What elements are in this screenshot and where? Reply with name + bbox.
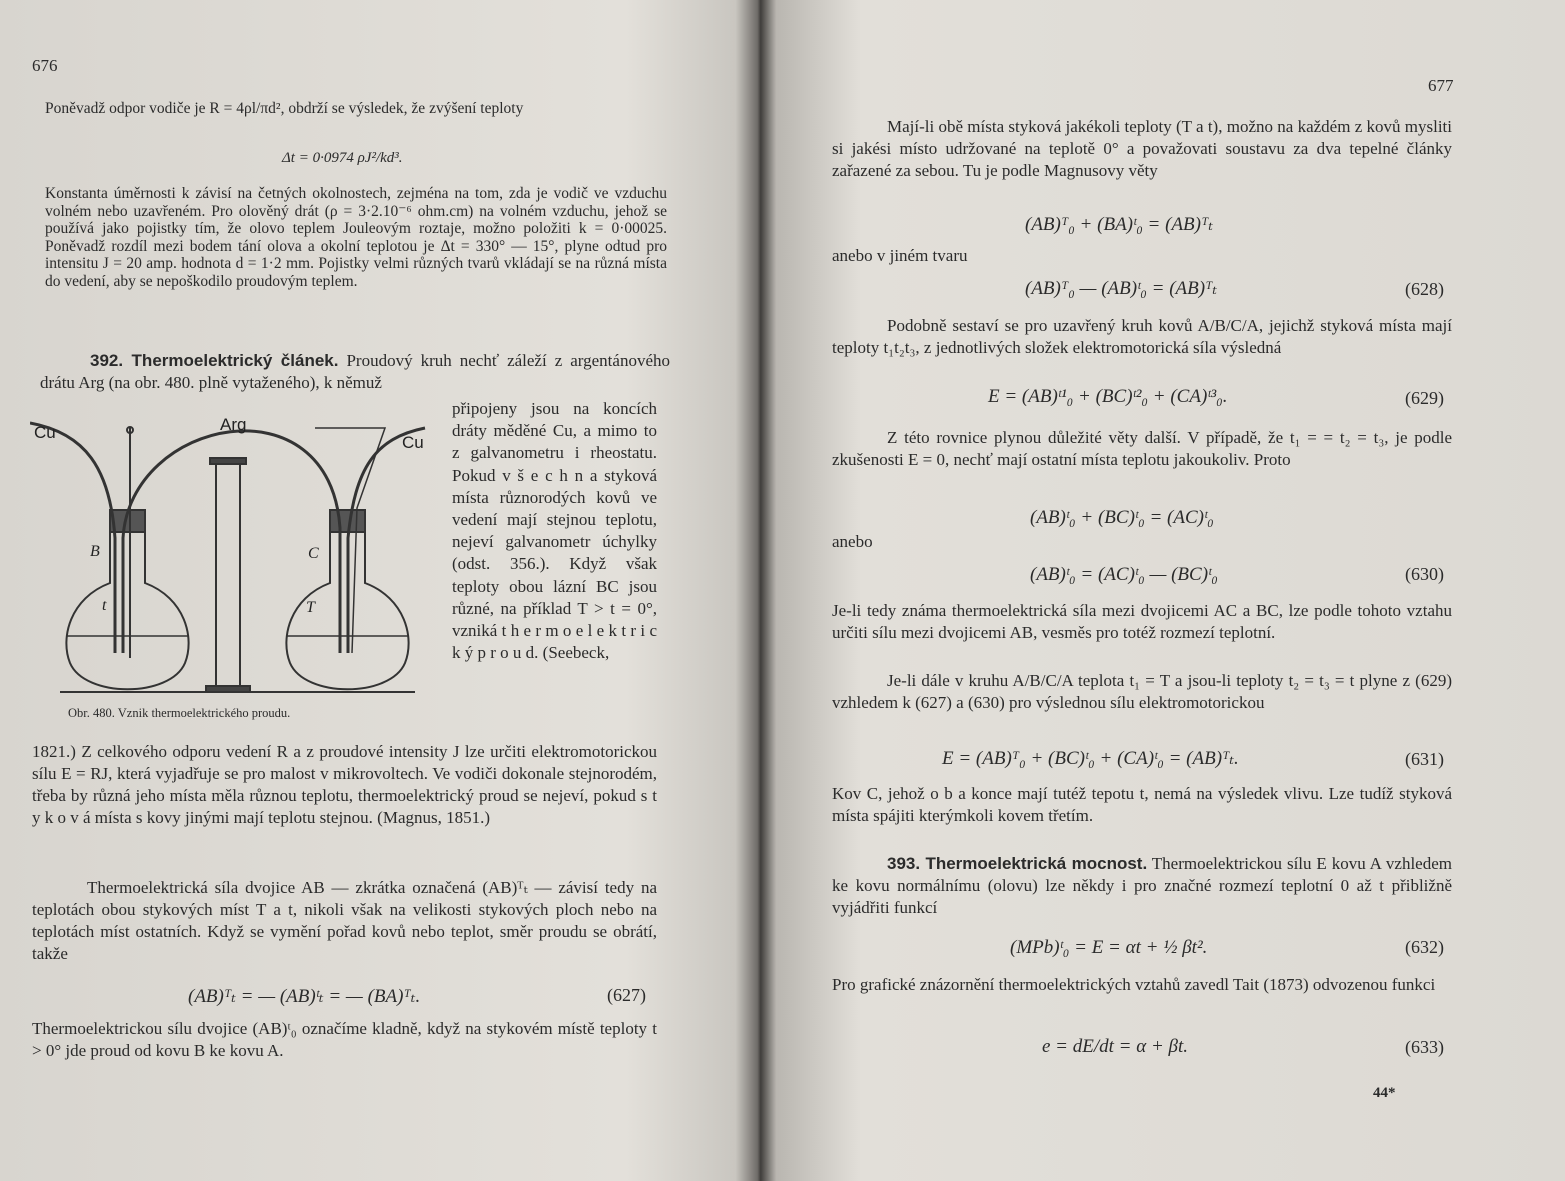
equation-631-number: (631) <box>1405 749 1444 769</box>
equation-633-number: (633) <box>1405 1037 1444 1057</box>
fig-label-arg: Arg <box>220 415 247 434</box>
section-392-heading: 392. Thermoelektrický článek. <box>90 351 339 370</box>
funnel <box>315 428 385 653</box>
fig-label-cu-right: Cu <box>402 433 424 452</box>
printer-signature: 44* <box>1373 1085 1396 1101</box>
paragraph-6-right: Kov C, jehož o b a konce mají tutéž tepotu t, nemá na výsledek vlivu. Lze tudíž styková místa spájiti kterýmkoli kovem třetím. <box>832 784 1452 825</box>
figure-wrap-text: připojeny jsou na koncích dráty měděné Cu, a mimo to z galvanometru i rheostatu. Pokud v š e c h n a styková místa různorodých kovů ve vedení mají stejnou teplotu, nejeví galvanometr úchylky (odst. 356.). Když však teploty obou lázní BC jsou různé, na příklad T > t = 0°, vzniká t h e r m o e l e k t r i c k ý p r o u d. (Seebeck, <box>452 399 657 663</box>
right-cu-wire <box>348 428 425 653</box>
fig-label-t-big: T <box>306 599 315 616</box>
equation-631: E = (AB)ᵀ₀ + (BC)ᵗ₀ + (CA)ᵗ₀ = (AB)ᵀₜ. <box>942 748 1239 769</box>
equation-unnumbered-b: (AB)ᵗ₀ + (BC)ᵗ₀ = (AC)ᵗ₀ <box>1030 507 1214 528</box>
left-page <box>0 0 740 1181</box>
paragraph-4-right: Je-li tedy známa thermoelektrická síla mezi dvojicemi AC a BC, lze podle tohoto vztahu určiti sílu mezi dvojicemi AB, vesměs pro totéž rozmezí teplotní. <box>832 601 1452 642</box>
page-number-left: 676 <box>32 56 58 75</box>
paragraph-3-left: Thermoelektrickou sílu dvojice (AB)ᵗ₀ označíme kladně, když na stykovém místě teploty t > 0° jde proud od kovu B ke kovu A. <box>32 1019 657 1060</box>
paragraph-1-right: Mají-li obě místa styková jakékoli teploty (T a t), možno na každém z kovů mysliti si jakési místo udržované na teplotě 0° a považovati soustavu za dva tepelné články zařazené za sebou. Tu je podle Magnusovy věty <box>832 117 1452 180</box>
section-393-text: Thermoelektrickou sílu E kovu A vzhledem ke kovu normálnímu (olovu) lze někdy i pro značné rozmezí teplotní 0 až t přibližně vyjádřiti funkcí <box>832 854 1452 917</box>
paragraph-5-right: Je-li dále v kruhu A/B/C/A teplota t₁ = T a jsou-li teploty t₂ = t₃ = t plyne z (629) vzhledem k (627) a (630) pro výslednou sílu elektromotorickou <box>832 671 1452 712</box>
stand-top <box>210 458 246 464</box>
equation-630: (AB)ᵗ₀ = (AC)ᵗ₀ — (BC)ᵗ₀ <box>1030 564 1218 585</box>
right-stopper <box>330 510 365 532</box>
equation-unnumbered-a: (AB)ᵀ₀ + (BA)ᵗ₀ = (AB)ᵀₜ <box>1025 214 1214 235</box>
page-number-right: 677 <box>1428 76 1454 95</box>
paragraph-7-right: Pro grafické znázornění thermoelektrických vztahů zavedl Tait (1873) odvozenou funkci <box>832 975 1436 994</box>
small-paragraph-2: Konstanta úměrnosti k závisí na četných okolnostech, zejména na tom, zda je vodič ve vzduchu volném nebo uzavřeném. Pro olověný drát (ρ = 3·2.10⁻⁶ ohm.cm) na volném vzduchu, jehož se používá jako pojistky tím, že olovo teplem Jouleovým roztaje, možno položiti k = 0·00025. Poněvadž rozdíl mezi bodem tání olova a okolní teplotou je Δt = 330° — 15°, plyne odtud pro intensitu J = 20 amp. hodnota d = 1·2 mm. Pojistky velmi různých tvarů vkládají se na různá místa do vedení, aby se nepoškodilo proudovým teplem. <box>45 185 667 290</box>
equation-630-number: (630) <box>1405 564 1444 584</box>
fig-label-cu-left: Cu <box>34 423 56 442</box>
stand-base <box>206 686 250 692</box>
left-flask <box>66 520 188 689</box>
equation-629-number: (629) <box>1405 388 1444 408</box>
equation-632: (MPb)ᵗ₀ = E = αt + ½ βt². <box>1010 937 1208 958</box>
text-or-1: anebo v jiném tvaru <box>832 246 968 265</box>
small-paragraph-1: Poněvadž odpor vodiče je R = 4ρl/πd², obdrží se výsledek, že zvýšení teploty <box>45 100 524 117</box>
fig-label-b: B <box>90 543 100 560</box>
paragraph-after-figure: 1821.) Z celkového odporu vedení R a z proudové intensity J lze určiti elektromotorickou sílu E = RJ, která vyjadřuje se pro malost v mikrovoltech. Ve vodiči dokonale stejnorodém, třeba by různá jeho místa měla různou teplotu, thermoelektrický proud se nejeví, pokud s t y k o v á místa s kovy jinými mají teplotu stejnou. (Magnus, 1851.) <box>32 742 657 827</box>
equation-628: (AB)ᵀ₀ — (AB)ᵗ₀ = (AB)ᵀₜ <box>1025 278 1218 299</box>
equation-628-number: (628) <box>1405 279 1444 299</box>
section-393-heading: 393. Thermoelektrická mocnost. <box>887 854 1148 873</box>
paragraph-2-right: Podobně sestaví se pro uzavřený kruh kovů A/B/C/A, jejichž styková místa mají teploty t₁t₂t₃, z jednotlivých složek elektromotorická síla výsledná <box>832 316 1452 357</box>
text-or-2: anebo <box>832 532 873 551</box>
equation-633: e = dE/dt = α + βt. <box>1042 1036 1189 1057</box>
figure-480-caption: Obr. 480. Vznik thermoelektrického proudu. <box>68 706 291 720</box>
fig-label-t-small: t <box>102 597 107 614</box>
section-393 <box>832 853 1452 919</box>
equation-632-number: (632) <box>1405 937 1444 957</box>
figure-480-diagram <box>30 398 430 703</box>
equation-629: E = (AB)ᵗ¹₀ + (BC)ᵗ²₀ + (CA)ᵗ³₀. <box>988 386 1228 407</box>
paragraph-3-right: Z této rovnice plynou důležité věty další. V případě, že t₁ = = t₂ = t₃, je podle zkušenosti E = 0, nechť mají ostatní místa teplotu jakoukoliv. Proto <box>832 428 1452 469</box>
section-392-text: Proudový kruh nechť záleží z argentánového drátu Arg (na obr. 480. plně vytaženého), k němuž <box>40 351 670 392</box>
equation-627-number: (627) <box>607 985 646 1005</box>
fig-label-c: C <box>308 545 319 562</box>
section-392-intro <box>40 350 670 394</box>
small-equation: Δt = 0·0974 ρJ²/kd³. <box>282 150 403 166</box>
right-page <box>760 0 1565 1181</box>
equation-627: (AB)ᵀₜ = — (AB)ᵗₜ = — (BA)ᵀₜ. <box>188 986 421 1007</box>
paragraph-2-left: Thermoelektrická síla dvojice AB — zkrátka označená (AB)ᵀₜ — závisí tedy na teplotách obou stykových míst T a t, nikoli však na velikosti stykových ploch nebo na teplotách míst ostatních. Když se vymění pořad kovů nebo teplot, směr proudu se obrátí, takže <box>32 878 657 963</box>
